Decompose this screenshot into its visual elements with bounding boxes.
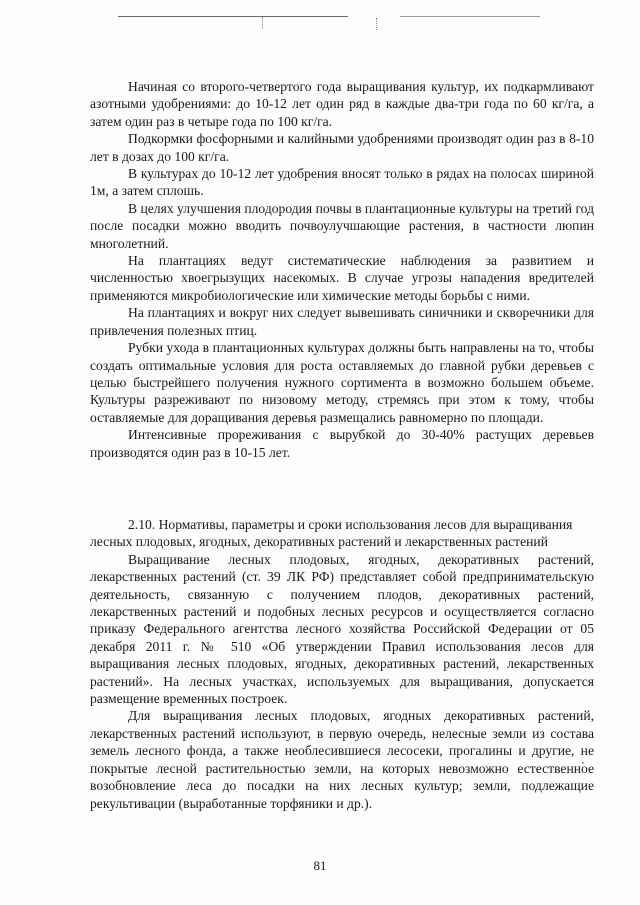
section-heading: 2.10. Нормативы, параметры и сроки использования лесов для выращивания лесных плодовых, ягодных, декоративных растений и лекарственных растений bbox=[90, 517, 573, 550]
paragraph: Интенсивные прореживания с вырубкой до 30-40% растущих деревьев производятся один раз в 10-15 лет. bbox=[90, 427, 594, 460]
paragraph: Подкормки фосфорными и калийными удобрениями производят один раз в 8-10 лет в дозах до 100 кг/га. bbox=[90, 131, 594, 164]
scan-artifact-mark bbox=[376, 18, 385, 30]
paragraph: Выращивание лесных плодовых, ягодных, декоративных растений, лекарственных растений (ст. 39 ЛК РФ) представляет собой предпринимательскую деятельность, связанную с получением плодов, декоративных растений, лекарственных растений и подобных лесных ресурсов и осуществляется согласно приказу Федерального агентства лесного хозяйства Российской Федерации от 05 декабря 2011 г. № 510 «Об утверждении Правил использования лесов для выращивания лесных плодовых, ягодных, декоративных растений, лекарственных растений». На лесных участках, используемых для выращивания, допускается размещение временных построек. bbox=[90, 551, 594, 707]
paragraph: На плантациях ведут систематические наблюдения за развитием и численностью хвоегрызущих насекомых. В случае угрозы нападения вредителей применяются микробиологические или химические методы борьбы с ними. bbox=[90, 253, 594, 303]
paragraph: Для выращивания лесных плодовых, ягодных декоративных растений, лекарственных растений используют, в первую очередь, нелесные земли из состава земель лесного фонда, а также необлесившиеся лесосеки, прогалины и другие, не покрытые лесной растительностью земли, на которых невозможно естественное возобновление леса до посадки на них лесных культур; земли, подлежащие рекультивации (выработанные торфяники и др.). bbox=[90, 708, 594, 811]
paragraph: Начиная со второго-четвертого года выращивания культур, их подкармливают азотными удобрениями: до 10-12 лет один ряд в каждые два-три года по 60 кг/га, а затем один раз в четыре года по 100 кг/га. bbox=[90, 79, 594, 129]
page-number: 81 bbox=[313, 858, 327, 873]
section-2-10 bbox=[90, 516, 594, 812]
paragraph: На плантациях и вокруг них следует вывешивать синичники и скворечники для привлечения полезных птиц. bbox=[90, 305, 594, 338]
scan-artifact-mark bbox=[262, 17, 271, 29]
paragraph: В культурах до 10-12 лет удобрения вносят только в рядах на полосах шириной 1м, а затем сплошь. bbox=[90, 166, 594, 199]
scan-artifact-line bbox=[400, 16, 540, 17]
scan-artifact-line bbox=[118, 16, 348, 17]
body-text bbox=[90, 78, 594, 461]
paragraph: Рубки ухода в плантационных культурах должны быть направлены на то, чтобы создать оптимальные условия для роста оставляемых до главной рубки деревьев с целью быстрейшего получения нужного сортимента в возможно большем объеме. Культуры разреживают по низовому методу, стремясь при этом к тому, чтобы оставляемые для доращивания деревья размещались равномерно по площади. bbox=[90, 340, 594, 425]
paragraph: В целях улучшения плодородия почвы в плантационные культуры на третий год после посадки можно вводить почвоулучшающие растения, в частности люпин многолетний. bbox=[90, 200, 594, 251]
